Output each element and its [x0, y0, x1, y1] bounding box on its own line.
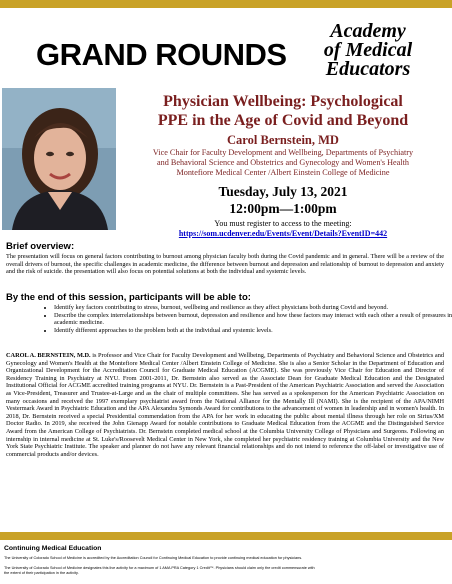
speaker-affiliation-line3: Montefiore Medical Center /Albert Einstein College of Medicine: [176, 168, 390, 177]
objective-item: • Identify key factors contributing to stress, burnout, wellbeing and resilience as they affect physicians both during Covid and beyond.: [54, 304, 452, 312]
header-banner: [0, 8, 452, 86]
cme-accreditation: The University of Colorado School of Medicine is accredited by the Accreditation Council for Continuing Medical Education to provide continuing medical education for physicians.: [4, 556, 303, 560]
speaker-photo: [2, 88, 116, 230]
academy-line2: of Medical: [323, 39, 413, 61]
speaker-affiliation-line1: Vice Chair for Faculty Development and Wellbeing, Departments of Psychiatry: [152, 148, 414, 157]
speaker-name: Carol Bernstein, MD: [227, 133, 339, 147]
register-note: You must register to access to the meeting:: [214, 219, 352, 228]
academy-line3: Educators: [325, 58, 411, 80]
talk-title-line2: PPE in the Age of Covid and Beyond: [157, 112, 409, 129]
objective-item: • Identify different approaches to the problem both at the individual and systemic levels.: [54, 327, 452, 335]
event-time: 12:00pm—1:00pm: [229, 201, 337, 216]
objectives-heading: By the end of this session, participants will be able to:: [6, 292, 251, 303]
speaker-portrait-image: [2, 88, 116, 230]
registration-link[interactable]: https://som.ucdenver.edu/Events/Event/Details?EventID=442: [178, 229, 388, 238]
bio-name: CAROL A. BERNSTEIN, M.D.: [6, 352, 91, 359]
talk-title-line1: Physician Wellbeing: Psychological: [163, 93, 403, 110]
cme-credit-line1: The University of Colorado School of Medicine designates this live activity for a maximum of 1 AMA PRA Category 1 Credit™. Physicians should claim only the credit commensurate with: [4, 566, 315, 570]
event-date: Tuesday, July 13, 2021: [218, 184, 348, 199]
academy-logo: [298, 22, 438, 79]
talk-title: [122, 92, 444, 130]
speaker-affiliation-line2: and Behavioral Science and Obstetrics and Gynecology and Women's Health: [157, 158, 409, 167]
cme-credit-line2: the extent of their participation in the activity.: [4, 571, 79, 575]
cme-heading: Continuing Medical Education: [4, 545, 102, 552]
speaker-bio: [6, 352, 444, 458]
bottom-gold-bar: [0, 532, 452, 540]
speaker-affiliation: [122, 148, 444, 178]
top-gold-bar: [0, 0, 452, 8]
overview-heading: Brief overview:: [6, 241, 75, 252]
objectives-list: [42, 304, 452, 334]
objective-item: • Describe the complex interrelationships between burnout, depression and resilience and how these factors may interact with each other a result of pressures in academic medicine.: [54, 312, 452, 327]
academy-line1: Academy: [330, 20, 406, 42]
overview-text: The presentation will focus on general factors contributing to burnout among physician faculty both during the Covid pandemic and in general. There will be a review of the overall drivers of burnout, the specific challenges in academic medicine, the difference between burnout and depression and relationship of burnout to depression and anxiety and the risk of suicide. the presentation will also focus on potential solutions at both the individual and systemic levels.: [6, 253, 444, 276]
grand-rounds-title: GRAND ROUNDS: [36, 37, 287, 72]
bio-text: is Professor and Vice Chair for Faculty Development and Wellbeing, Departments of Psychiatry and Behavioral Science and Obstetrics and Gynecology and Women's Health at the Montefiore Medical Center /Albert Einstein College of Medicine. She is also a Senior Scholar in the Department of Education and Organizational Development for the Accreditation Council for Graduate Medical Education (ACGME). She was previously Vice Chair for Education and Director of Residency Training in Psychiatry at NYU. From 2001-2011, Dr. Bernstein also served as the Associate Dean for Graduate Medical Education and the Designated Institutional Official for ACGME accredited training programs at NYU. Dr. Bernstein is a Past-President of the American Psychiatric Association and served the Association as Vice-President, Treasurer and Trustee-at-Large and as the chair of multiple committees. She has served as a spokesperson for the American Psychiatric Association on many occasions and received the 1997 exemplary psychiatrist award from the National Alliance for the Mentally Ill (NAMI). She is the recipient of the APA/NIMH Vestermark Award in Psychiatric Education and the APA Alexandra Symonds Award for contributions to the advancement of women in leadership and in women's health. In 2018, Dr. Bernstein received a special Presidential commendation from the APA for her work in educating the public about mental illness through her role on Sirius/XM Doctor Radio. In 2019, she received the John Gienapp Award for notable contributions to Graduate Medical Education from the ACGME and the Distinguished Service Award from the American College of Psychiatrists. Dr. Bernstein completed medical school at the Columbia University College of Physicians and Surgeons. Following an internship in internal medicine at St. Luke's/Roosevelt Medical Center in New York, she completed her psychiatric residency training at Columbia University and the New York State Psychiatric Institute. The speaker and planner do not have any relevant financial relationships and do not intend to reference the off-label or investigative use of commercial products and/or devices.: [6, 352, 444, 458]
